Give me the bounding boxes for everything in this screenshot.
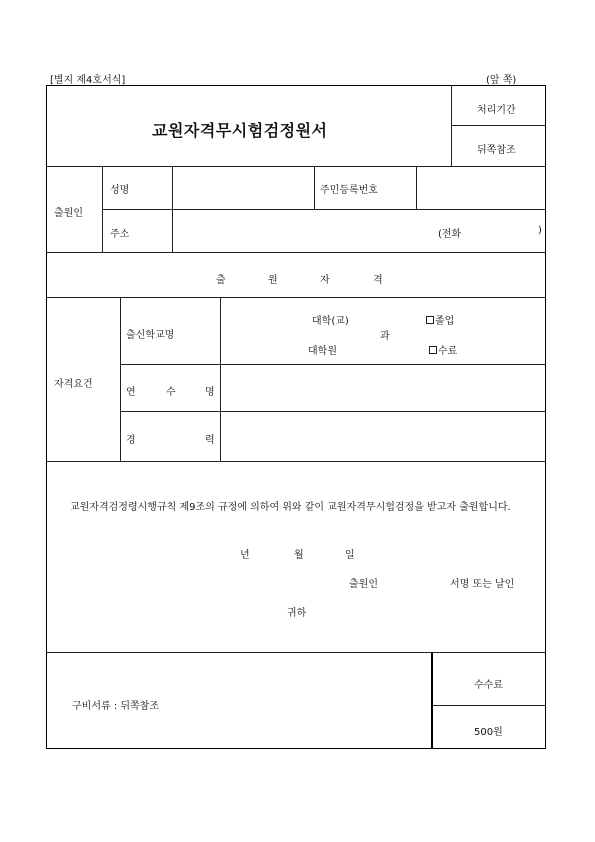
divider-req-label-col (220, 297, 221, 461)
rrn-label: 주민등록번호 (320, 185, 378, 196)
divider-declaration (46, 652, 546, 653)
qualification-header-char: 자 (320, 275, 330, 286)
divider-applicant (46, 252, 546, 253)
date-month-label: 월 (294, 550, 304, 561)
training-label-char: 연 (126, 387, 136, 398)
divider-name-col (314, 166, 315, 209)
name-label: 성명 (110, 185, 130, 196)
signature-instruction: 서명 또는 날인 (450, 579, 515, 590)
completed-option[interactable] (429, 342, 457, 357)
fee-label: 수수료 (474, 680, 503, 691)
document-title: 교원자격무시험검정원서 (152, 121, 328, 140)
divider-title-col (451, 85, 452, 166)
school-label: 출신학교명 (126, 330, 175, 341)
signature-applicant-label: 출원인 (349, 579, 378, 590)
applicant-section-label: 출원인 (54, 208, 83, 219)
university-text: 대학(교) (312, 316, 349, 327)
addressee-label: 귀하 (287, 608, 307, 619)
divider-req-col (120, 297, 121, 461)
qualification-header-char: 원 (268, 275, 278, 286)
qualification-header-char: 격 (373, 275, 383, 286)
declaration-text: 교원자격검정령시행규칙 제9조의 규정에 의하여 위와 같이 교원자격무시험검정을 받고자 출원합니다. (70, 502, 511, 513)
phone-label: (전화 (438, 229, 462, 240)
divider-school (120, 364, 546, 365)
divider-title (46, 166, 546, 167)
divider-processing (451, 125, 546, 126)
divider-fee (431, 705, 546, 706)
graduate-school-text: 대학원 (308, 346, 337, 357)
attachments-note: 구비서류 : 뒤쪽참조 (72, 701, 160, 712)
form-number-label: [별지 제4호서식] (50, 75, 126, 86)
graduated-checkbox[interactable] (426, 316, 434, 324)
divider-qualification (46, 297, 546, 298)
date-year-label: 년 (240, 550, 250, 561)
divider-applicant-col (102, 166, 103, 252)
requirements-section-label: 자격요건 (54, 379, 93, 390)
processing-see-back: 뒤쪽참조 (477, 145, 516, 156)
qualification-header-char: 출 (216, 275, 226, 286)
processing-period-label: 처리기간 (477, 105, 516, 116)
date-day-label: 일 (345, 550, 355, 561)
training-label-char: 명 (205, 387, 215, 398)
phone-close: ) (538, 225, 542, 236)
and-text: 과 (380, 331, 390, 342)
career-label-char: 력 (205, 435, 215, 446)
divider-name-address (102, 209, 546, 210)
training-label-char: 수 (166, 387, 176, 398)
completed-text: 수료 (438, 346, 458, 357)
divider-requirements (46, 461, 546, 462)
graduated-text: 졸업 (435, 316, 455, 327)
divider-label-col (172, 166, 173, 252)
divider-rrn-col (416, 166, 417, 209)
completed-checkbox[interactable] (429, 346, 437, 354)
page-side-label: (앞 쪽) (486, 75, 517, 86)
address-label: 주소 (110, 229, 130, 240)
fee-amount: 500원 (474, 727, 503, 738)
divider-training (120, 411, 546, 412)
career-label-char: 경 (126, 435, 136, 446)
divider-fee-col (431, 652, 433, 749)
graduated-option[interactable] (426, 312, 454, 327)
